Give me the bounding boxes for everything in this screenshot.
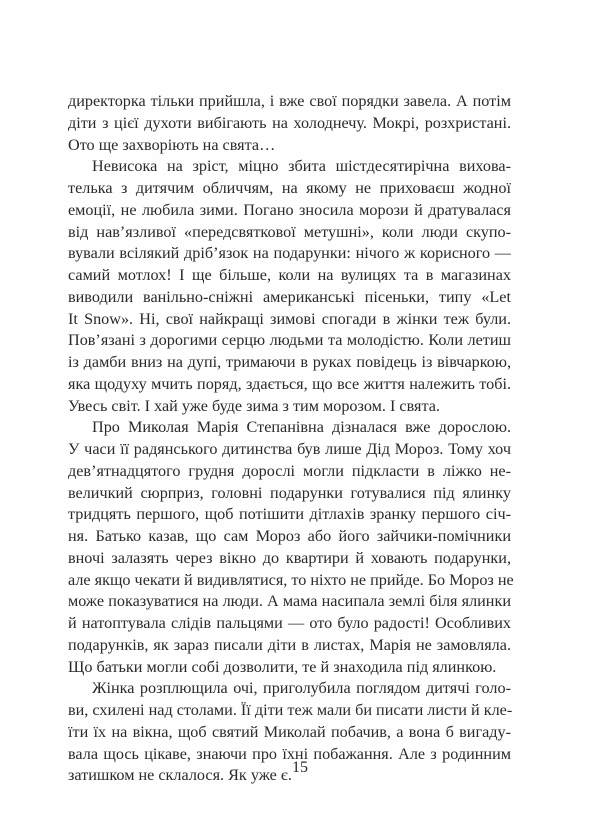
text-line: може показуватися на люди. А мама насипала землі біля ялинки: [68, 592, 511, 611]
text-line: але якщо чекати й видивлятися, то ніхто не прийде. Бо Мороз не: [68, 570, 514, 589]
body-text: [68, 91, 514, 787]
text-line: Що батьки могли собі дозволити, те й знаходила під ялинкою.: [68, 657, 497, 676]
text-line: діти з цієї духоти вибігають на холоднечу. Мокрі, розхристані.: [68, 113, 511, 132]
text-line: їти їх на вікна, щоб святий Миколай побачив, а вона б вигаду-: [68, 722, 511, 741]
text-line: телька з дитячим обличчям, на якому не приховаєш жодної: [68, 179, 511, 197]
text-line: дев’ятнадцятого грудня дорослі могли підкласти в ліжко не-: [68, 461, 511, 480]
text-line: із дамби вниз на дупі, тримаючи в руках повідець із вівчаркою,: [68, 353, 511, 371]
text-line: вала щось цікаве, знаючи про їхні побажання. Але з родинним: [68, 744, 511, 763]
paragraph: [68, 91, 511, 156]
text-line: Жінка розплющила очі, приголубила поглядом дитячі голо-: [92, 679, 511, 698]
text-line: величкий сюрприз, головні подарунки готувалися під ялинку: [68, 483, 511, 502]
text-line: У часи її радянського дитинства був лише Дід Мороз. Тому хоч: [68, 440, 511, 458]
text-line: директорка тільки прийшла, і вже свої порядки завела. А потім: [68, 92, 511, 110]
text-line: виводили ванільно-сніжні американські пісеньки, типу «Let: [68, 287, 511, 306]
text-line: подарунків, як зараз писали діти в листах, Марія не замовляла.: [68, 635, 511, 654]
text-line: яка щодуху мчить поряд, здається, що все життя належить тобі.: [68, 374, 511, 393]
text-line: самий мотлох! І ще більше, коли на вулицях та в магазинах: [68, 266, 511, 284]
text-line: Ото ще захворіють на свята…: [68, 135, 276, 154]
text-line: Увесь світ. І хай уже буде зима з тим морозом. І свята.: [68, 396, 440, 415]
text-line: Про Миколая Марія Степанівна дізналася вже дорослою.: [92, 418, 511, 437]
text-line: ви, схилені над столами. Її діти теж мали би писати листи й кле-: [68, 701, 513, 719]
paragraph: [68, 156, 511, 417]
text-line: затишком не склалося. Як уже є.: [68, 766, 292, 785]
paragraph: [68, 417, 514, 678]
text-line: тридцять першого, щоб потішити дітлахів зранку першого січ-: [68, 505, 511, 524]
page-number: 15: [292, 759, 308, 776]
text-line: емоції, не любила зими. Погано зносила морози й дратувалася: [68, 200, 511, 219]
text-line: It Snow». Ні, свої найкращі зимові спогади в жінки теж були.: [68, 309, 511, 328]
text-line: від нав’язливої «передсвяткової метушні», коли люди скупо-: [68, 222, 511, 241]
text-line: ня. Батько казав, що сам Мороз або його зайчики-помічники: [68, 527, 511, 545]
text-line: Невисока на зріст, міцно збита шістдесятирічна вихова-: [92, 157, 511, 176]
text-line: й натоптувала слідів пальцями — ото було радості! Особливих: [68, 614, 511, 632]
text-line: Пов’язані з дорогими серцю людьми та молодістю. Коли летиш: [68, 331, 511, 350]
text-line: вували всілякий дріб’язок на подарунки: нічого ж корисного —: [68, 244, 511, 263]
text-line: вночі залазять через вікно до квартири й ховають подарунки,: [68, 548, 511, 567]
